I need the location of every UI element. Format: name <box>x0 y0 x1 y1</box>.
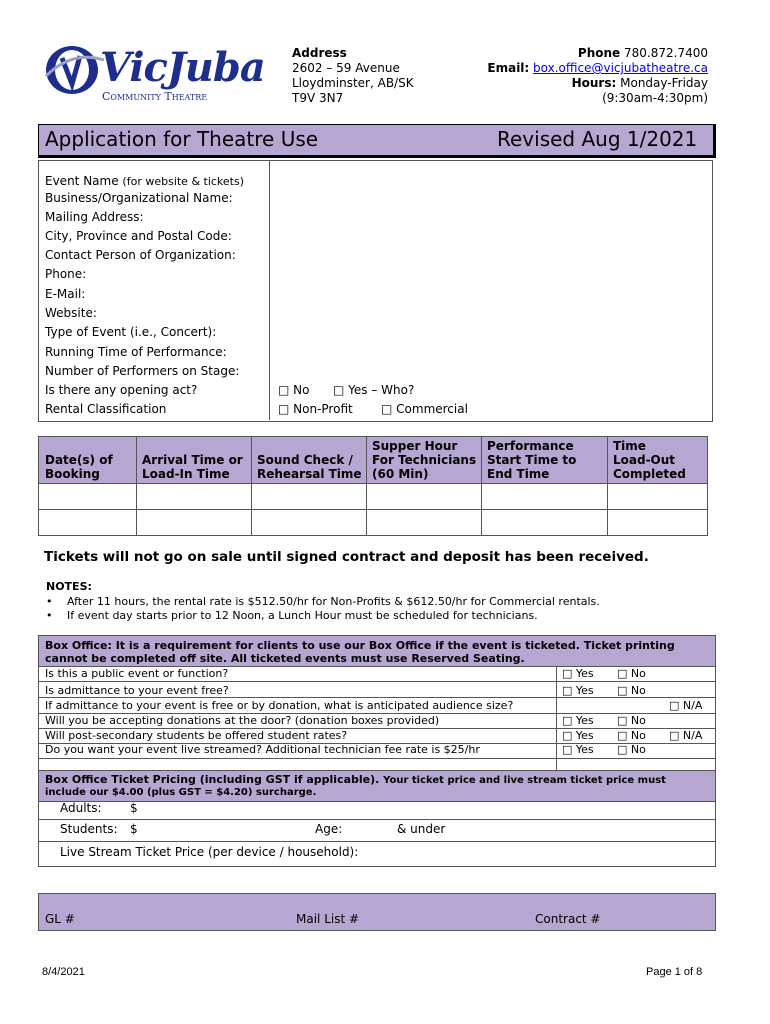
col-arrival: Arrival Time or Load-In Time <box>142 453 243 481</box>
logo <box>42 40 265 106</box>
performers-field[interactable] <box>270 362 708 380</box>
q3-na-checkbox[interactable]: □ N/A <box>669 699 703 712</box>
mailing-label: Mailing Address: <box>45 210 144 224</box>
pricing-header: Box Office Ticket Pricing (including GST if applicable). Your ticket price and live stream ticket price must <box>45 773 666 786</box>
bo-question-6: Do you want your event live streamed? Additional technician fee rate is $25/hr <box>45 743 480 756</box>
col-soundcheck: Sound Check / Rehearsal Time <box>257 453 362 481</box>
bo-question-3: If admittance to your event is free or by donation, what is anticipated audience size? <box>45 699 514 712</box>
col-performance: Performance Start Time to End Time <box>487 439 577 481</box>
gl-label: GL # <box>45 912 75 926</box>
q5-no-checkbox[interactable]: □ No <box>617 729 646 742</box>
col-dates: Date(s) of Booking <box>45 453 113 481</box>
pricing-header2: include our $4.00 (plus GST = $4.20) surcharge. <box>45 787 317 798</box>
bo-question-4: Will you be accepting donations at the door? (donation boxes provided) <box>45 714 440 727</box>
logo-name: VicJuba <box>100 44 265 91</box>
rental-label: Rental Classification <box>45 402 167 416</box>
bo-question-2: Is admittance to your event free? <box>45 684 229 697</box>
q2-yes-checkbox[interactable]: □ Yes <box>562 684 594 697</box>
q5-yes-checkbox[interactable]: □ Yes <box>562 729 594 742</box>
q1-no-checkbox[interactable]: □ No <box>617 667 646 680</box>
event-type-label: Type of Event (i.e., Concert): <box>45 325 217 339</box>
phone-field[interactable] <box>270 265 708 283</box>
q5-na-checkbox[interactable]: □ N/A <box>669 729 703 742</box>
city-field[interactable] <box>270 227 708 245</box>
schedule-row-1[interactable] <box>39 483 705 508</box>
schedule-row-2[interactable] <box>39 509 705 534</box>
tickets-notice: Tickets will not go on sale until signed contract and deposit has been received. <box>44 549 649 565</box>
q2-no-checkbox[interactable]: □ No <box>617 684 646 697</box>
q4-no-checkbox[interactable]: □ No <box>617 714 646 727</box>
contract-label: Contract # <box>535 912 601 926</box>
stream-price-label: Live Stream Ticket Price (per device / household): <box>60 845 359 859</box>
mail-list-label: Mail List # <box>296 912 360 926</box>
address-line2: Lloydminster, AB/SK <box>292 76 414 90</box>
hours-line: Hours: Monday-Friday <box>571 76 708 90</box>
contact-person-label: Contact Person of Organization: <box>45 248 236 262</box>
rental-commercial-checkbox[interactable]: □ Commercial <box>381 402 468 416</box>
opening-no-checkbox[interactable]: □ No <box>278 383 310 397</box>
page-number: Page 1 of 8 <box>646 966 703 978</box>
email-line: Email: box.office@vicjubatheatre.ca <box>487 61 708 75</box>
box-office-header1: Box Office: It is a requirement for clients to use our Box Office if the event is ticketed. Ticket printing <box>45 639 675 652</box>
revised-date: Revised Aug 1/2021 <box>497 127 698 151</box>
adults-price-field[interactable]: $ <box>130 801 138 815</box>
email-field[interactable] <box>270 285 708 303</box>
phone-line: Phone 780.872.7400 <box>577 46 708 60</box>
col-supper: Supper Hour For Technicians (60 Min) <box>372 439 477 481</box>
age-under-label: & under <box>397 822 446 836</box>
age-label: Age: <box>315 822 343 836</box>
note-2: • If event day starts prior to 12 Noon, a Lunch Hour must be scheduled for technicians. <box>46 609 538 622</box>
bo-question-5: Will post-secondary students be offered student rates? <box>45 729 348 742</box>
adults-label: Adults: <box>60 801 102 815</box>
logo-subtitle: Community Theatre <box>102 90 208 103</box>
running-time-field[interactable] <box>270 343 708 361</box>
q4-yes-checkbox[interactable]: □ Yes <box>562 714 594 727</box>
rental-nonprofit-checkbox[interactable]: □ Non-Profit <box>278 402 353 416</box>
performers-label: Number of Performers on Stage: <box>45 364 240 378</box>
box-office-header2: cannot be completed off site. All ticketed events must use Reserved Seating. <box>45 652 525 665</box>
business-field[interactable] <box>270 189 708 207</box>
phone-label: Phone: <box>45 267 87 281</box>
opening-yes-checkbox[interactable]: □ Yes – Who? <box>333 383 415 397</box>
q6-no-checkbox[interactable]: □ No <box>617 743 646 756</box>
notes-heading: NOTES: <box>46 580 92 593</box>
website-label: Website: <box>45 306 97 320</box>
address-heading: Address <box>292 46 347 60</box>
event-type-field[interactable] <box>270 323 708 341</box>
students-label: Students: <box>60 822 118 836</box>
q6-yes-checkbox[interactable]: □ Yes <box>562 743 594 756</box>
email-link[interactable]: box.office@vicjubatheatre.ca <box>533 61 708 75</box>
page-title: Application for Theatre Use <box>45 127 319 151</box>
office-use-bar <box>38 893 716 931</box>
opening-act-label: Is there any opening act? <box>45 383 198 397</box>
footer-date: 8/4/2021 <box>42 966 85 978</box>
city-label: City, Province and Postal Code: <box>45 229 232 243</box>
contact-field[interactable] <box>270 246 708 264</box>
q1-yes-checkbox[interactable]: □ Yes <box>562 667 594 680</box>
note-1: • After 11 hours, the rental rate is $512.50/hr for Non-Profits & $612.50/hr for Commercial rentals. <box>46 595 600 608</box>
website-field[interactable] <box>270 304 708 322</box>
running-time-label: Running Time of Performance: <box>45 345 227 359</box>
address-line1: 2602 – 59 Avenue <box>292 61 400 75</box>
bo-question-1: Is this a public event or function? <box>45 667 229 680</box>
business-label: Business/Organizational Name: <box>45 191 233 205</box>
email-label: E-Mail: <box>45 287 86 301</box>
mailing-field[interactable] <box>270 208 708 226</box>
col-loadout: Time Load-Out Completed <box>613 439 686 481</box>
address-line3: T9V 3N7 <box>292 91 344 105</box>
event-name-field[interactable] <box>270 162 708 188</box>
hours-time: (9:30am-4:30pm) <box>602 91 708 105</box>
event-name-label: Event Name (for website & tickets) <box>45 174 245 188</box>
students-price-field[interactable]: $ <box>130 822 138 836</box>
